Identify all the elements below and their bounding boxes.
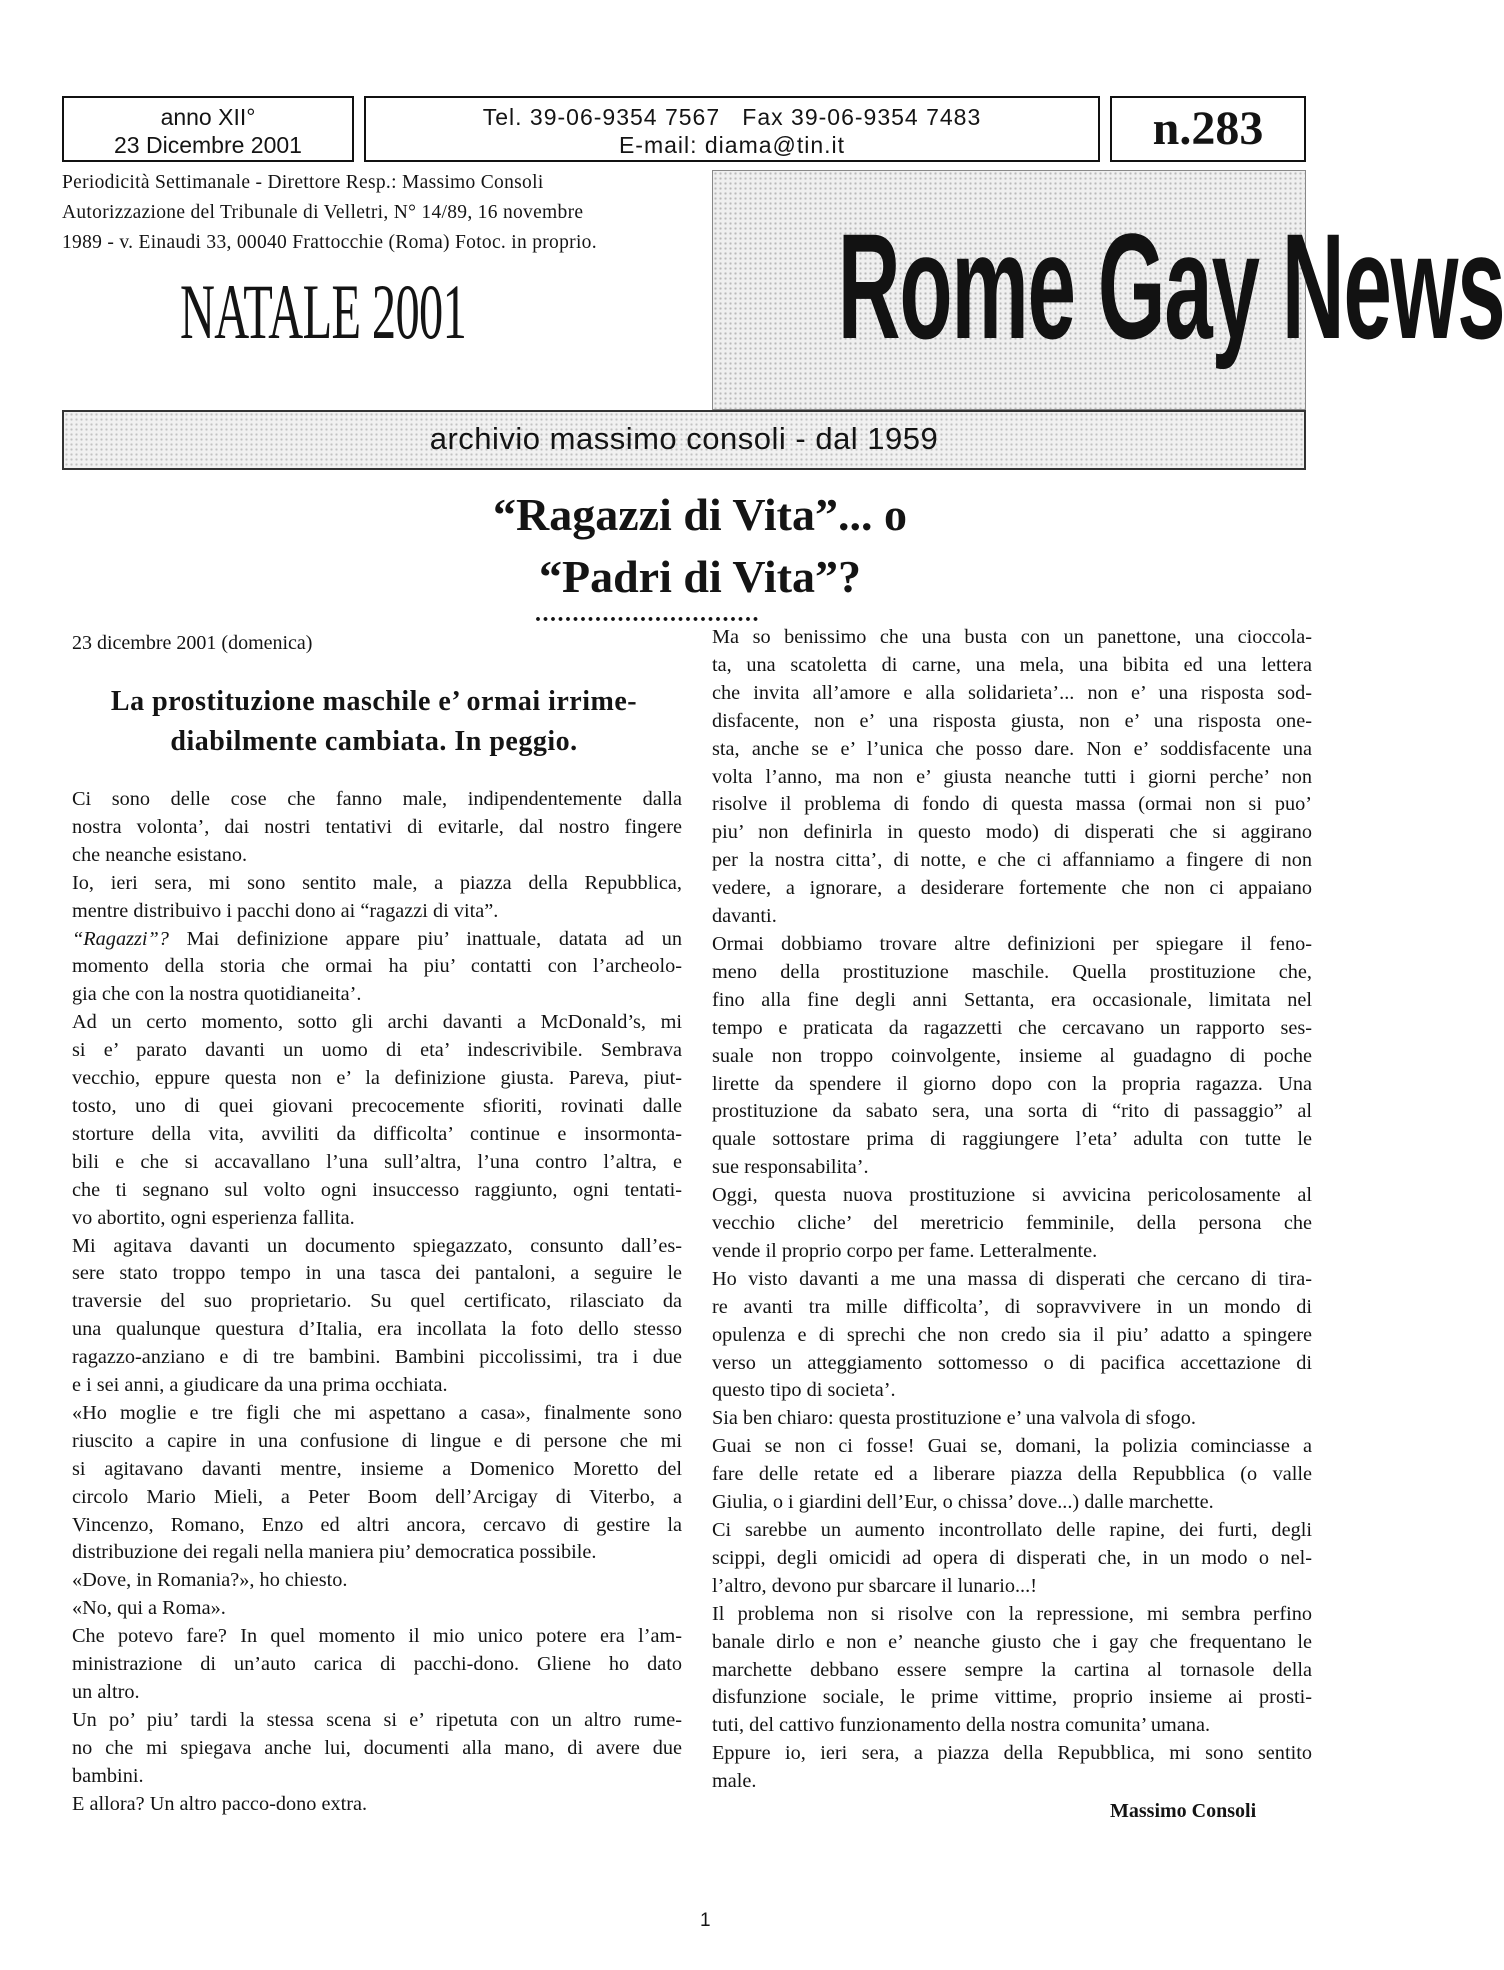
article-line: riuscito a capire in una confusione di lingue e di persone che mi [72, 1429, 682, 1452]
article-line: scippi, degli omicidi ad opera di disperati che, in un modo o nel- [712, 1546, 1312, 1569]
issue-date: 23 Dicembre 2001 [114, 132, 302, 158]
article-line: Ci sono delle cose che fanno male, indipendentemente dalla [72, 788, 682, 810]
article-line: «Dove, in Romania?», ho chiesto. [72, 1569, 348, 1592]
article-line: Ci sarebbe un aumento incontrollato delle rapine, dei furti, degli [712, 1519, 1312, 1541]
article-line: traversie del suo proprietario. Su quel certificato, rilasciato da [72, 1290, 682, 1313]
article-line: si agitavano davanti mentre, insieme a Domenico Moretto del [72, 1457, 682, 1480]
article-date: 23 dicembre 2001 (domenica) [72, 632, 313, 654]
article-line: tosto, uno di quei giovani precocemente sfioriti, rovinati dalle [72, 1094, 682, 1117]
publication-info-line: Autorizzazione del Tribunale di Velletri, N° 14/89, 16 novembre [62, 202, 584, 223]
article-line: Che potevo fare? In quel momento il mio unico potere era l’am- [72, 1625, 682, 1648]
contact-phone-fax: Tel. 39-06-9354 7567 Fax 39-06-9354 7483 [482, 104, 982, 130]
article-line: distribuzione dei regali nella maniera piu’ democratica possibile. [72, 1541, 597, 1564]
article-line: Ho visto davanti a me una massa di disperati che cercano di tira- [712, 1267, 1312, 1290]
headline-line: “Padri di Vita”? [538, 551, 862, 602]
article-line: E allora? Un altro pacco-dono extra. [72, 1792, 368, 1815]
article-line: banale dirlo e non e’ neanche giusto che i gay che frequentano le [712, 1630, 1312, 1653]
article-line: Eppure io, ieri sera, a piazza della Repubblica, mi sono sentito [712, 1742, 1312, 1765]
article-line: Ma so benissimo che una busta con un panettone, una cioccola- [712, 626, 1312, 648]
article-line: vecchio cliche’ del meretricio femminile, della persona che [712, 1212, 1312, 1235]
article-line: Oggi, questa nuova prostituzione si avvicina pericolosamente al [712, 1184, 1312, 1207]
article-line: Ad un certo momento, sotto gli archi davanti a McDonald’s, mi [72, 1011, 682, 1034]
headline-line: “Ragazzi di Vita”... o [493, 489, 907, 540]
subhead-line: diabilmente cambiata. In peggio. [170, 726, 578, 757]
article-line: mentre distribuivo i pacchi dono ai “ragazzi di vita”. [72, 899, 499, 922]
dotted-separator: .............................. [535, 601, 760, 627]
article-line: questo tipo di societa’. [712, 1379, 896, 1402]
article-signature: Massimo Consoli [1110, 1800, 1257, 1822]
publication-info-line: Periodicità Settimanale - Direttore Resp.: Massimo Consoli [62, 172, 544, 193]
publication-info [62, 168, 712, 258]
article-line: sue responsabilita’. [712, 1156, 869, 1179]
article-line: disfunzione sociale, le prime vittime, proprio insieme ai prosti- [712, 1686, 1312, 1709]
article-line: momento della storia che ormai ha piu’ contatti con l’archeolo- [72, 955, 682, 978]
article-line: lirette da spendere il giorno dopo con la propria ragazza. Una [712, 1072, 1312, 1095]
article-line: Mi agitava davanti un documento spiegazzato, consunto dall’es- [72, 1234, 682, 1257]
article-line: vecchio, eppure questa non e’ la definizione giusta. Pareva, piut- [72, 1067, 682, 1090]
article-line: vedere, a ignorare, a desiderare fortemente che non ci appaiano [712, 877, 1312, 900]
article-line: suale non troppo coinvolgente, insieme al guadagno di poche [712, 1044, 1312, 1067]
article-right-column [712, 624, 1312, 1796]
article-line: marchette debbano essere sempre la cartina al tornasole della [712, 1658, 1312, 1681]
article-line: Ormai dobbiamo trovare altre definizioni per spiegare il feno- [712, 932, 1312, 955]
article-line: tuti, del cattivo funzionamento della nostra comunita’ umana. [712, 1714, 1211, 1737]
article-line: risolve il problema di fondo di questa massa (ormai non si puo’ [712, 793, 1312, 816]
article-line: si e’ parato davanti un uomo di eta’ indescrivibile. Sembrava [72, 1039, 682, 1062]
article-line: volta l’anno, ma non e’ giusta neanche tutti i giorni perche’ non [712, 765, 1312, 788]
article-line: tempo e praticata da ragazzetti che cercavano un rapporto ses- [712, 1016, 1312, 1039]
article-line: nostra volonta’, dai nostri tentativi di evitarle, dal nostro fingere [72, 815, 682, 838]
article-line: vende il proprio corpo per fame. Letteralmente. [712, 1239, 1098, 1262]
article-line: Sia ben chiaro: questa prostituzione e’ una valvola di sfogo. [712, 1407, 1196, 1430]
article-line: Guai se non ci fosse! Guai se, domani, la polizia cominciasse a [712, 1435, 1312, 1458]
article-line: Un po’ piu’ tardi la stessa scena si e’ ripetuta con un altro rume- [72, 1708, 682, 1731]
page-number: 1 [700, 1910, 711, 1931]
article-line: no che mi spiegava anche lui, documenti alla mano, di avere due [72, 1736, 682, 1759]
article-line: verso un atteggiamento sottomesso o di pacifica accettazione di [712, 1351, 1312, 1374]
natale-title: NATALE 2001 [180, 268, 467, 355]
article-line: una qualunque questura d’Italia, era incollata la foto dello stesso [72, 1318, 682, 1341]
article-left-column [72, 786, 682, 1819]
article-line: re avanti tra mille difficolta’, di sopravvivere in un mondo di [712, 1295, 1312, 1318]
article-line: circolo Mario Mieli, a Peter Boom dell’Arcigay di Viterbo, a [72, 1485, 682, 1508]
article-line: Giulia, o i giardini dell’Eur, o chissa’ dove...) dalle marchette. [712, 1491, 1214, 1514]
article-line: vo abortito, ogni esperienza fallita. [72, 1206, 355, 1229]
article-line: quale sottostare prima di raggiungere l’eta’ adulta con tutte le [712, 1128, 1312, 1151]
article-line: prostituzione da sabato sera, una sorta di “rito di passaggio” al [712, 1100, 1312, 1123]
article-line: disfacente, non e’ una risposta giusta, non e’ una risposta one- [712, 709, 1312, 732]
issue-year: anno XII° [160, 104, 256, 130]
article-line: storture della vita, avviliti da difficolta’ continue e insormonta- [72, 1122, 682, 1145]
issue-info-box [62, 96, 354, 162]
article-line: «No, qui a Roma». [72, 1597, 226, 1620]
publication-info-line: 1989 - v. Einaudi 33, 00040 Frattocchie (Roma) Fotoc. in proprio. [62, 232, 597, 253]
article-line: ragazzo-anziano e di tre bambini. Bambini piccolissimi, tra i due [72, 1346, 682, 1369]
article-line: Vincenzo, Romano, Enzo ed altri ancora, cercavo di gestire la [72, 1513, 682, 1536]
article-line: Io, ieri sera, mi sono sentito male, a piazza della Repubblica, [72, 871, 682, 894]
article-line: ta, una scatoletta di carne, una mela, una bibita ed una lettera [712, 653, 1312, 676]
article-line: davanti. [712, 905, 777, 928]
article-line: un altro. [72, 1681, 140, 1703]
article-line: opulenza e di sprechi che non credo sia il piu’ adatto a spingere [712, 1323, 1312, 1346]
article-line: sta, anche se e’ l’unica che posso dare. Non e’ soddisfacente una [712, 737, 1312, 760]
emphasis-ragazzi: “Ragazzi”? [72, 927, 169, 950]
archive-banner-text: archivio massimo consoli - dal 1959 [429, 421, 939, 456]
article-line: bambini. [72, 1764, 144, 1787]
article-line: meno della prostituzione maschile. Quella prostituzione che, [712, 960, 1312, 983]
article-line: e i sei anni, a giudicare da una prima occhiata. [72, 1374, 448, 1397]
contact-email: E-mail: diama@tin.it [618, 132, 846, 158]
article-line: fino alla fine degli anni Settanta, era occasionale, limitata nel [712, 988, 1312, 1011]
masthead [712, 170, 1504, 410]
article-line: ministrazione di un’auto carica di pacchi-dono. Gliene ho dato [72, 1653, 682, 1676]
subhead-line: La prostituzione maschile e’ ormai irrime- [110, 686, 638, 717]
article-line: Il problema non si risolve con la repressione, mi sembra perfino [712, 1602, 1312, 1625]
article-line: gia che con la nostra quotidianeita’. [72, 983, 362, 1006]
article-line: che invita all’amore e alla solidarieta’... non e’ una risposta sod- [712, 681, 1312, 704]
masthead-title: Rome Gay News [837, 202, 1504, 370]
article-line: per la nostra citta’, di notte, e che ci affanniamo a fingere di non [712, 849, 1312, 872]
article-line: che ti segnano sul volto ogni insuccesso raggiunto, ogni tentati- [72, 1178, 682, 1201]
article-subhead [72, 682, 676, 762]
article-line: «Ho moglie e tre figli che mi aspettano a casa», finalmente sono [72, 1401, 682, 1424]
article-line: fare delle retate ed a liberare piazza della Repubblica (o valle [712, 1463, 1312, 1486]
article-line: che neanche esistano. [72, 843, 248, 866]
article-headline [420, 484, 980, 608]
article-line: piu’ non definirla in questo modo) di disperati che si aggirano [712, 821, 1312, 844]
archive-banner [62, 410, 1306, 470]
article-line: sere stato troppo tempo in una tasca dei pantaloni, a seguire le [72, 1262, 682, 1285]
article-line: bili e che si accavallano l’una sull’altra, l’una contro l’altra, e [72, 1150, 682, 1173]
article-line: l’altro, devono pur sbarcare il lunario...! [712, 1574, 1037, 1597]
issue-number: n.283 [1110, 96, 1306, 162]
article-line: “Ragazzi”? Mai definizione appare piu’ inattuale, datata ad un [72, 927, 682, 950]
article-line: male. [712, 1770, 757, 1793]
